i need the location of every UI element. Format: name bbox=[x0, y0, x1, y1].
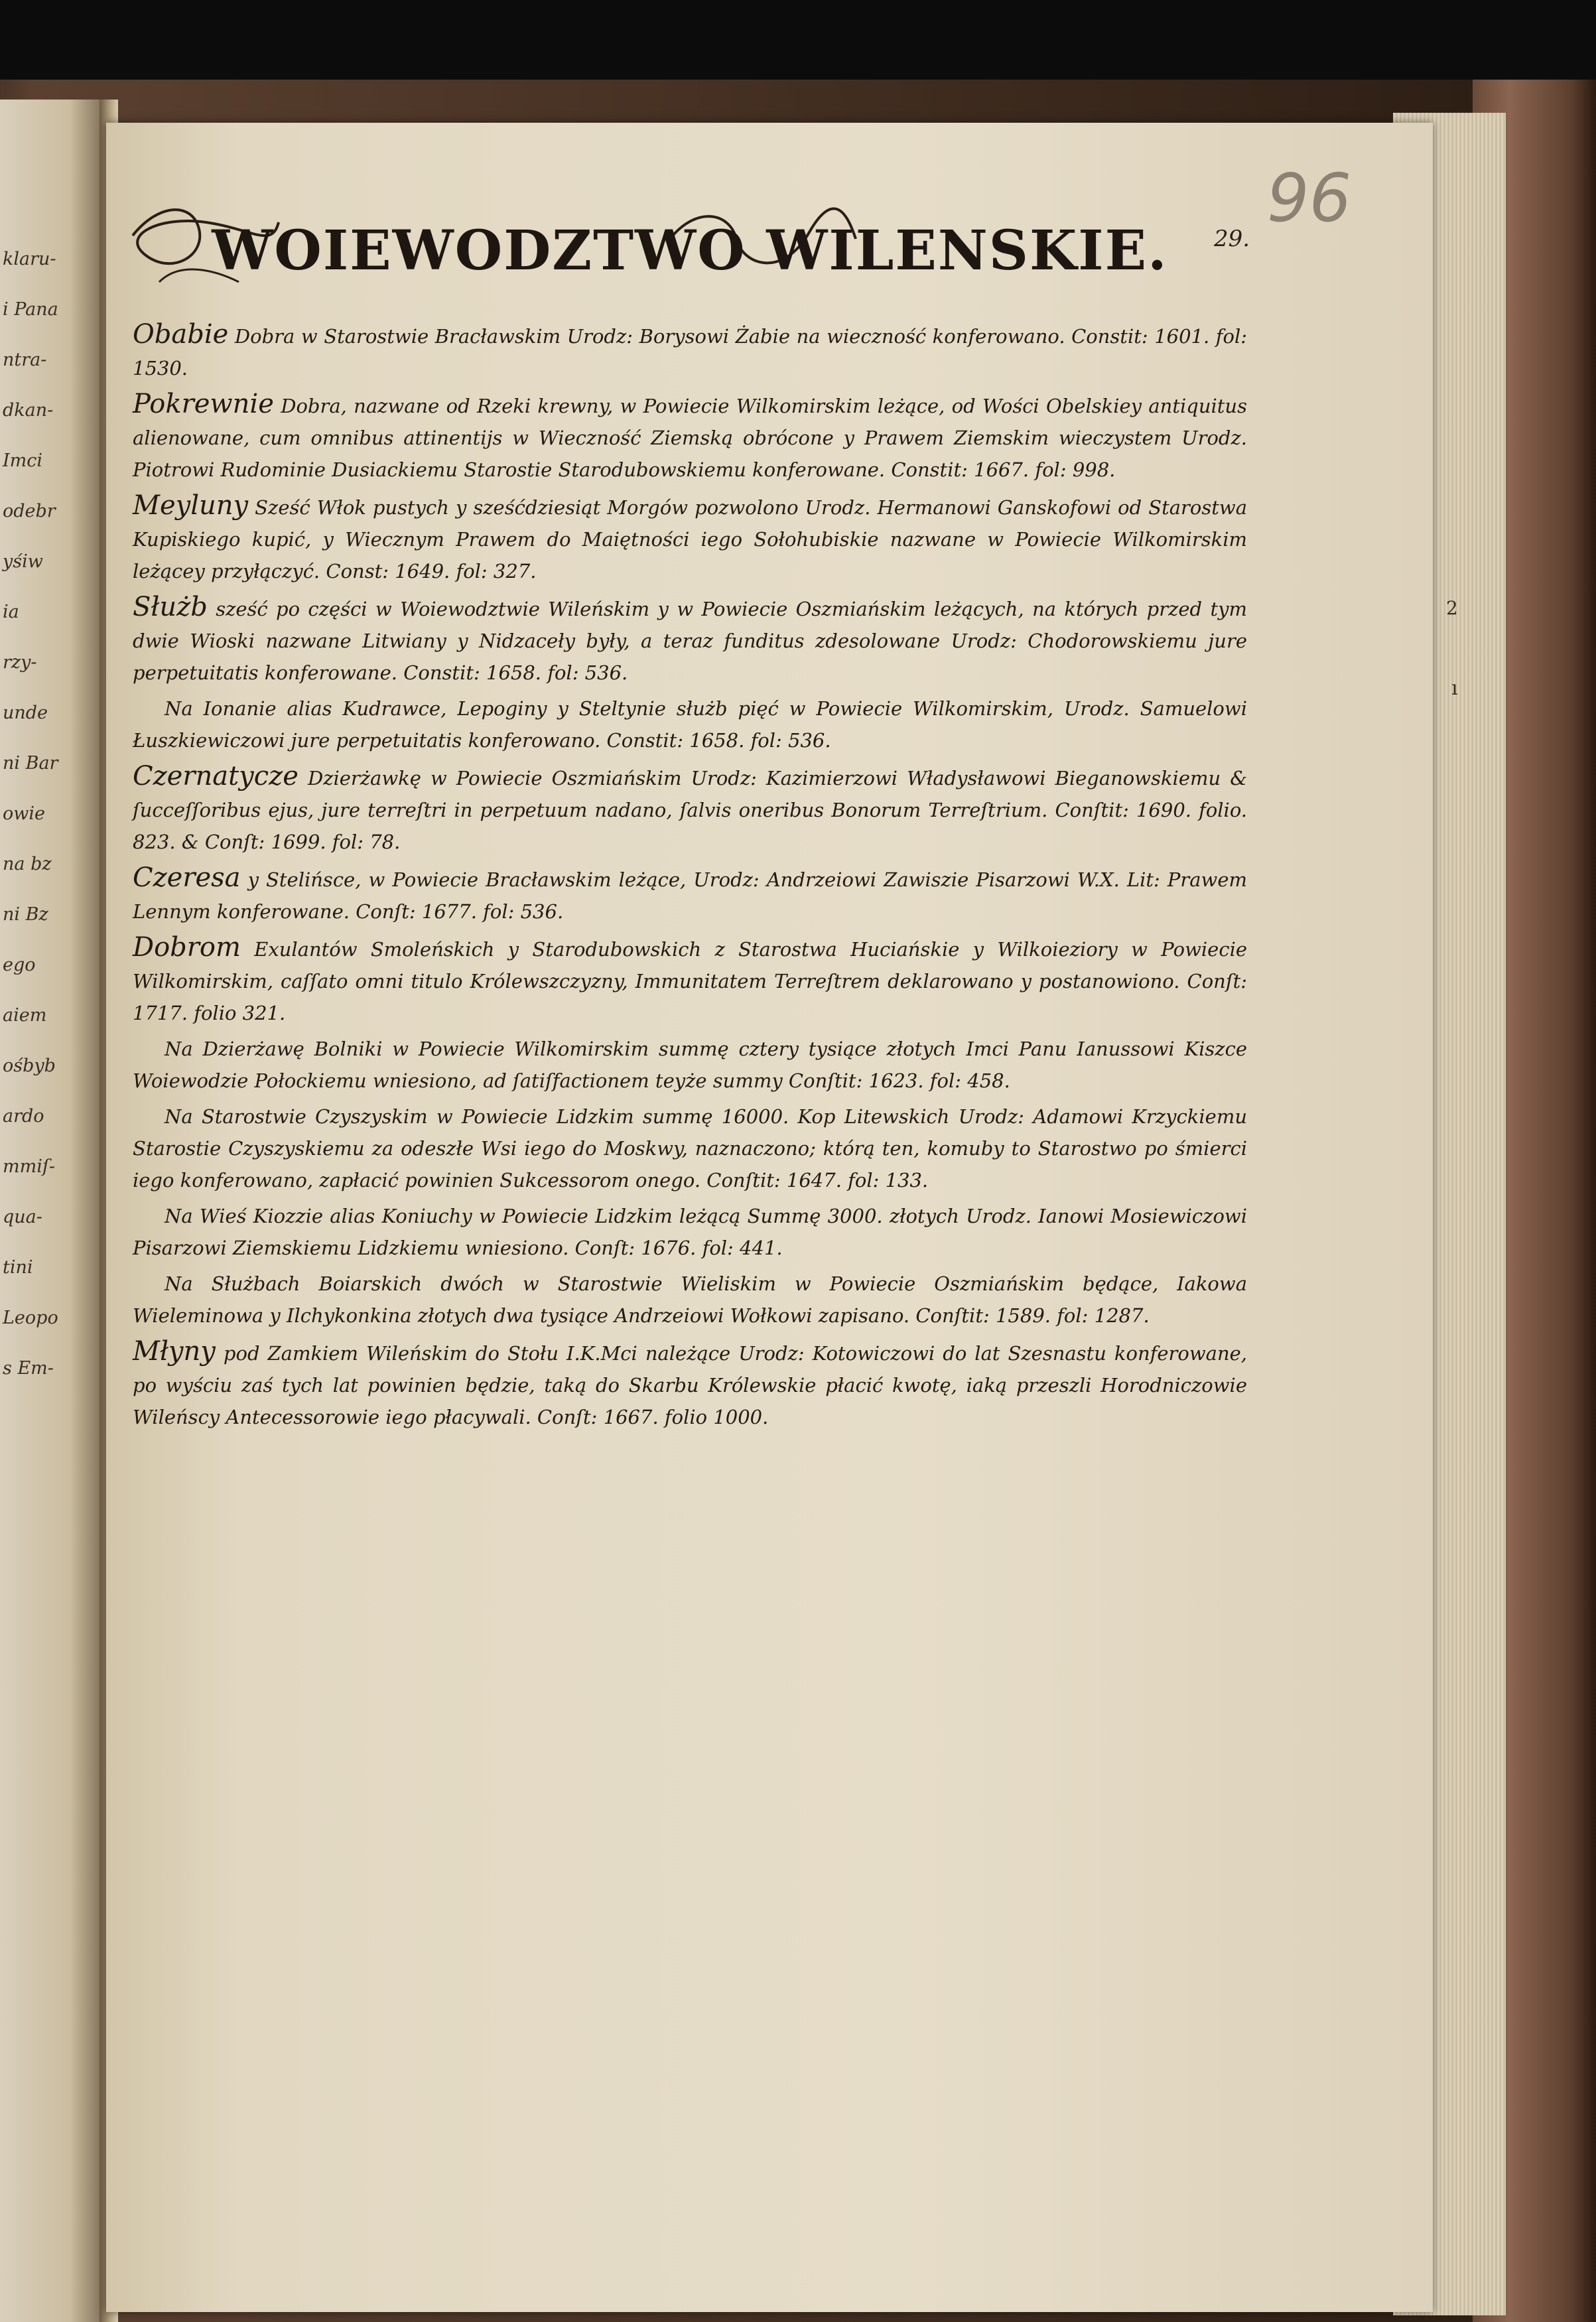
entry-text: sześć po części w Woiewodztwie Wileńskim y w Powiecie Oszmiańskim leżących, na których przed tym dwie Wioski nazwane Litwiany y Nidzaceły były, a teraz funditus zdesolowane Urodz: Chodorowskiemu jure perpetuitatis konferowane. Constit: 1658. fol: 536. bbox=[133, 598, 1247, 684]
entry-text: Dzierżawkę w Powiecie Oszmiańskim Urodz: Kazimierzowi Władysławowi Bieganowskiemu & ſucceſſoribus ejus, jure terreſtri in perpetuum nadano, ſalvis oneribus Bonorum Terreſtrium. Conſtit: 1690. folio. 823. & Conſt: 1699. fol: 78. bbox=[133, 767, 1248, 853]
left-page-text-fragment: unde bbox=[3, 703, 48, 723]
left-page-text-fragment: owie bbox=[3, 803, 45, 824]
margin-mark: 2 bbox=[1446, 597, 1458, 619]
page-title: WOIEWODZTWO WILENSKIE. bbox=[212, 219, 1168, 283]
entry-lead-word: Czeresa bbox=[133, 862, 241, 893]
entry-text: y Stelińsce, w Powiecie Bracławskim leżące, Urodz: Andrzeiowi Zawiszie Pisarzowi W.X. Lit: Prawem Lennym konferowane. Conſt: 1677. fol: 536. bbox=[133, 868, 1248, 923]
left-page-text-fragment: rzy- bbox=[3, 652, 37, 673]
entry-lead-word: Czernatycze bbox=[133, 761, 299, 791]
entry-lead-word: Obabie bbox=[133, 319, 229, 350]
entry bbox=[133, 1335, 1247, 1433]
entry-text: Na Wieś Kiozzie alias Koniuchy w Powiecie Lidzkim leżącą Summę 3000. złotych Urodz. Ianowi Mosiewiczowi Pisarzowi Ziemskiemu Lidzkiemu wniesiono. Conſt: 1676. fol: 441. bbox=[133, 1205, 1247, 1259]
left-page-text-fragment: Imci bbox=[3, 450, 43, 471]
left-page-text-fragment: yśiw bbox=[3, 551, 43, 572]
entry-text: Na Służbach Boiarskich dwóch w Starostwie Wieliskim w Powiecie Oszmiańskim będące, Iakowa Wieleminowa y Ilchykonkina złotych dwa tysiące Andrzeiowi Wołkowi zapisano. Conſtit: 1589. fol: 1287. bbox=[133, 1272, 1247, 1327]
left-page-text-fragment: ntra- bbox=[3, 350, 47, 370]
entry-list bbox=[133, 318, 1247, 1437]
left-page-text-fragment: odebr bbox=[3, 501, 56, 521]
entry bbox=[133, 1200, 1247, 1264]
entry bbox=[133, 1033, 1247, 1097]
left-page-text-fragment: qua- bbox=[3, 1207, 42, 1227]
entry bbox=[133, 490, 1247, 587]
margin-mark: ı bbox=[1451, 677, 1458, 700]
left-page-fragment bbox=[0, 100, 100, 2322]
entry bbox=[133, 693, 1247, 756]
left-page-text-fragment: ośbyb bbox=[3, 1056, 56, 1076]
left-page-text-fragment: ni Bz bbox=[3, 904, 48, 925]
left-page-text-fragment: klaru- bbox=[3, 249, 56, 269]
entry bbox=[133, 760, 1247, 858]
left-page-text-fragment: s Em- bbox=[3, 1358, 54, 1379]
folio-number: 29. bbox=[1214, 226, 1250, 252]
entry bbox=[133, 1268, 1247, 1332]
entry-text: Sześć Włok pustych y sześćdziesiąt Morgów pozwolono Urodz. Hermanowi Ganskofowi od Starostwa Kupiskiego kupić, y Wiecznym Prawem do Maiętności iego Sołohubiskie nazwane w Powiecie Wilkomirskim leżącey przyłączyć. Const: 1649. fol: 327. bbox=[133, 496, 1247, 582]
left-page-text-fragment: ia bbox=[3, 602, 19, 622]
left-page-text-fragment: ardo bbox=[3, 1106, 44, 1127]
entry-lead-word: Meyluny bbox=[133, 490, 249, 521]
entry bbox=[133, 931, 1247, 1029]
entry bbox=[133, 388, 1247, 486]
left-page-text-fragment: i Pana bbox=[3, 299, 58, 320]
entry-lead-word: Służb bbox=[133, 592, 208, 622]
left-page-text-fragment: ego bbox=[3, 955, 36, 975]
entry bbox=[133, 1101, 1247, 1196]
entry-lead-word: Pokrewnie bbox=[133, 389, 274, 419]
left-page-text-fragment: mmiſ- bbox=[3, 1156, 55, 1177]
entry bbox=[133, 862, 1247, 927]
entry bbox=[133, 318, 1247, 384]
left-page-text-fragment: ni Bar bbox=[3, 753, 58, 774]
entry-lead-word: Młyny bbox=[133, 1336, 216, 1367]
left-page-text-fragment: na bz bbox=[3, 854, 52, 874]
left-page-text-fragment: Leopo bbox=[3, 1308, 58, 1328]
entry-text: Na Starostwie Czyszyskim w Powiecie Lidzkim summę 16000. Kop Litewskich Urodz: Adamowi Krzyckiemu Starostie Czyszyskiemu za odeszłe Wsi iego do Moskwy, naznaczono; którą ten, komuby to Starostwo po śmierci iego konferowano, zapłacić powinien Sukcessorom onego. Conſtit: 1647. fol: 133. bbox=[133, 1105, 1247, 1192]
entry-text: Na Dzierżawę Bolniki w Powiecie Wilkomirskim summę cztery tysiące złotych Imci Panu Ianussowi Kiszce Woiewodzie Połockiemu wniesiono, ad ſatiſfactionem teyże summy Conſtit: 1623. fol: 458. bbox=[133, 1038, 1247, 1092]
entry-lead-word: Dobrom bbox=[133, 932, 241, 963]
entry-text: Dobra, nazwane od Rzeki krewny, w Powiecie Wilkomirskim leżące, od Wości Obelskiey antiquitus alienowane, cum omnibus attinentijs w Wieczność Ziemską obrócone y Prawem Ziemskim wieczystem Urodz. Piotrowi Rudominie Dusiackiemu Starostie Starodubowskiemu konferowane. Constit: 1667. fol: 998. bbox=[133, 395, 1247, 481]
entry bbox=[133, 591, 1247, 689]
entry-text: Na Ionanie alias Kudrawce, Lepoginy y Steltynie służb pięć w Powiecie Wilkomirskim, Urodz. Samuelowi Łuszkiewiczowi jure perpetuitatis konferowano. Constit: 1658. fol: 536. bbox=[133, 697, 1247, 752]
pencil-folio-number: 96 bbox=[1267, 159, 1352, 237]
left-page-text-fragment: dkan- bbox=[3, 400, 54, 421]
entry-text: Exulantów Smoleńskich y Starodubowskich z Starostwa Huciańskie y Wilkoieziory w Powiecie Wilkomirskim, caſſato omni titulo Królewszczyzny, Immunitatem Terreſtrem deklarowano y postanowiono. Conſt: 1717. folio 321. bbox=[133, 938, 1248, 1024]
entry-text: Dobra w Starostwie Bracławskim Urodz: Borysowi Żabie na wieczność konferowano. Constit: 1601. fol: 1530. bbox=[133, 325, 1248, 379]
left-page-text-fragment: tini bbox=[3, 1257, 33, 1278]
entry-text: pod Zamkiem Wileńskim do Stołu I.K.Mci należące Urodz: Kotowiczowi do lat Szesnastu konferowane, po wyściu zaś tych lat powinien będzie, taką do Skarbu Królewskie płacić kwotę, iaką przeszli Horodniczowie Wileńscy Antecessorowie iego płacywali. Conſt: 1667. folio 1000. bbox=[133, 1342, 1248, 1428]
left-page-text-fragment: aiem bbox=[3, 1005, 47, 1026]
